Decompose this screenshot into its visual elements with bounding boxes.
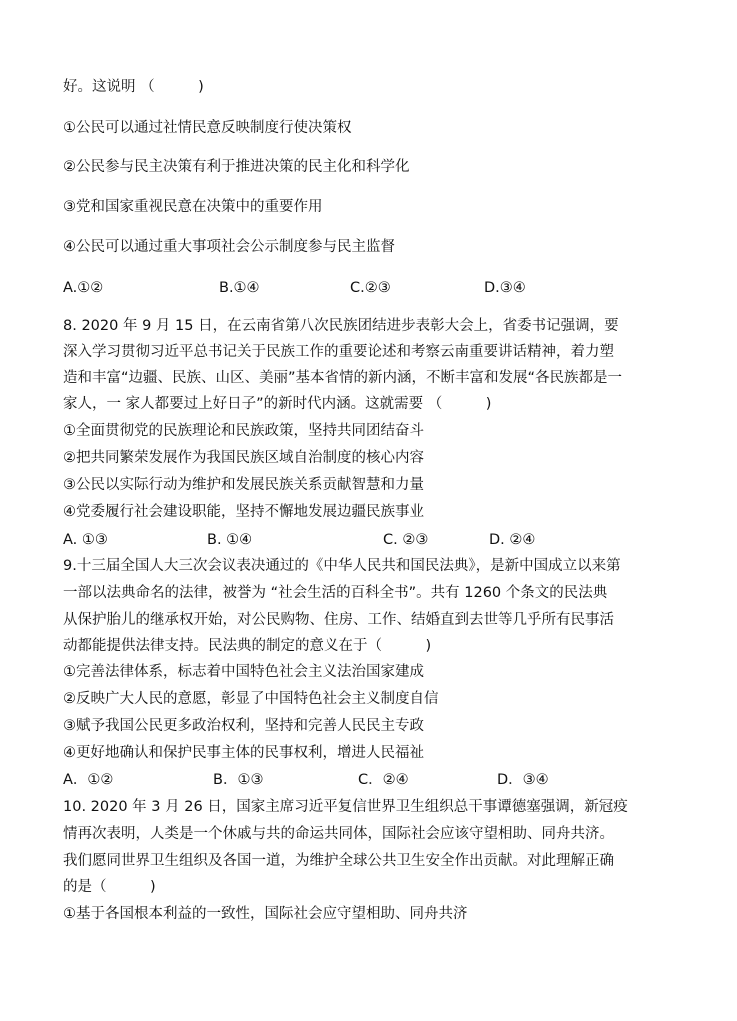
q10-statement-1: ①基于各国根本利益的一致性，国际社会应守望相助、同舟共济 [63, 906, 468, 922]
q8-stem-line-1: 8. 2020 年 9 月 15 日，在云南省第八次民族团结进步表彰大会上，省委书记强调，要 [63, 318, 619, 334]
q9-stem-line-1: 9.十三届全国人大三次会议表决通过的《中华人民共和国民法典》，是新中国成立以来第 [63, 558, 621, 574]
q7-statement-1: ①公民可以通过社情民意反映制度行使决策权 [63, 120, 352, 136]
question-7-tail: 好。这说明 （ ) [63, 79, 204, 95]
q10-stem-line-1: 10. 2020 年 3 月 26 日，国家主席习近平复信世界卫生组织总干事谭德塞强调，新冠疫 [63, 799, 628, 815]
q7-option-c: C.②③ [350, 280, 391, 296]
q7-statement-2: ②公民参与民主决策有利于推进决策的民主化和科学化 [63, 159, 410, 175]
q8-statement-3: ③公民以实际行动为维护和发展民族关系贡献智慧和力量 [63, 477, 424, 493]
q8-stem-line-2: 深入学习贯彻习近平总书记关于民族工作的重要论述和考察云南重要讲话精神，着力塑 [63, 344, 614, 360]
q8-statement-1: ①全面贯彻党的民族理论和民族政策，坚持共同团结奋斗 [63, 423, 424, 439]
q8-stem-line-4: 家人，一 家人都要过上好日子”的新时代内涵。这就需要 （ ) [63, 396, 492, 412]
q7-statement-3: ③党和国家重视民意在决策中的重要作用 [63, 199, 323, 215]
q9-option-c: C．②④ [358, 772, 409, 788]
q9-statement-1: ①完善法律体系，标志着中国特色社会主义法治国家建成 [63, 664, 424, 680]
q9-stem-line-3: 从保护胎儿的继承权开始，对公民购物、住房、工作、结婚直到去世等几乎所有民事活 [63, 612, 614, 628]
q9-option-d: D．③④ [497, 772, 549, 788]
q10-stem-line-3: 我们愿同世界卫生组织及各国一道，为维护全球公共卫生安全作出贡献。对此理解正确 [63, 853, 614, 869]
q8-statement-2: ②把共同繁荣发展作为我国民族区域自治制度的核心内容 [63, 450, 424, 466]
q8-statement-4: ④党委履行社会建设职能，坚持不懈地发展边疆民族事业 [63, 504, 424, 520]
q9-stem-line-2: 一部以法典命名的法律，被誉为 “社会生活的百科全书”。共有 1260 个条文的民法典 [63, 585, 608, 601]
q9-statement-2: ②反映广大人民的意愿，彰显了中国特色社会主义制度自信 [63, 691, 439, 707]
q9-statement-4: ④更好地确认和保护民事主体的民事权利，增进人民福祉 [63, 745, 424, 761]
q7-statement-4: ④公民可以通过重大事项社会公示制度参与民主监督 [63, 239, 395, 255]
q8-option-d: D. ②④ [489, 532, 536, 548]
q7-option-b: B.①④ [219, 280, 260, 296]
q8-option-c: C. ②③ [383, 532, 429, 548]
q8-option-b: B. ①④ [207, 532, 253, 548]
q10-stem-line-4: 的是（ ) [63, 879, 156, 895]
q9-stem-line-4: 动都能提供法律支持。民法典的制定的意义在于（ ) [63, 638, 432, 654]
q9-statement-3: ③赋予我国公民更多政治权利，坚持和完善人民民主专政 [63, 718, 424, 734]
q9-option-a: A．①② [63, 772, 114, 788]
q10-stem-line-2: 情再次表明，人类是一个休戚与共的命运共同体，国际社会应该守望相助、同舟共济。 [63, 826, 614, 842]
q7-option-d: D.③④ [484, 280, 526, 296]
q9-option-b: B．①③ [213, 772, 264, 788]
q8-option-a: A. ①③ [63, 532, 108, 548]
q8-stem-line-3: 造和丰富“边疆、民族、山区、美丽”基本省情的新内涵，不断丰富和发展“各民族都是一 [63, 370, 623, 386]
q7-option-a: A.①② [63, 280, 104, 296]
